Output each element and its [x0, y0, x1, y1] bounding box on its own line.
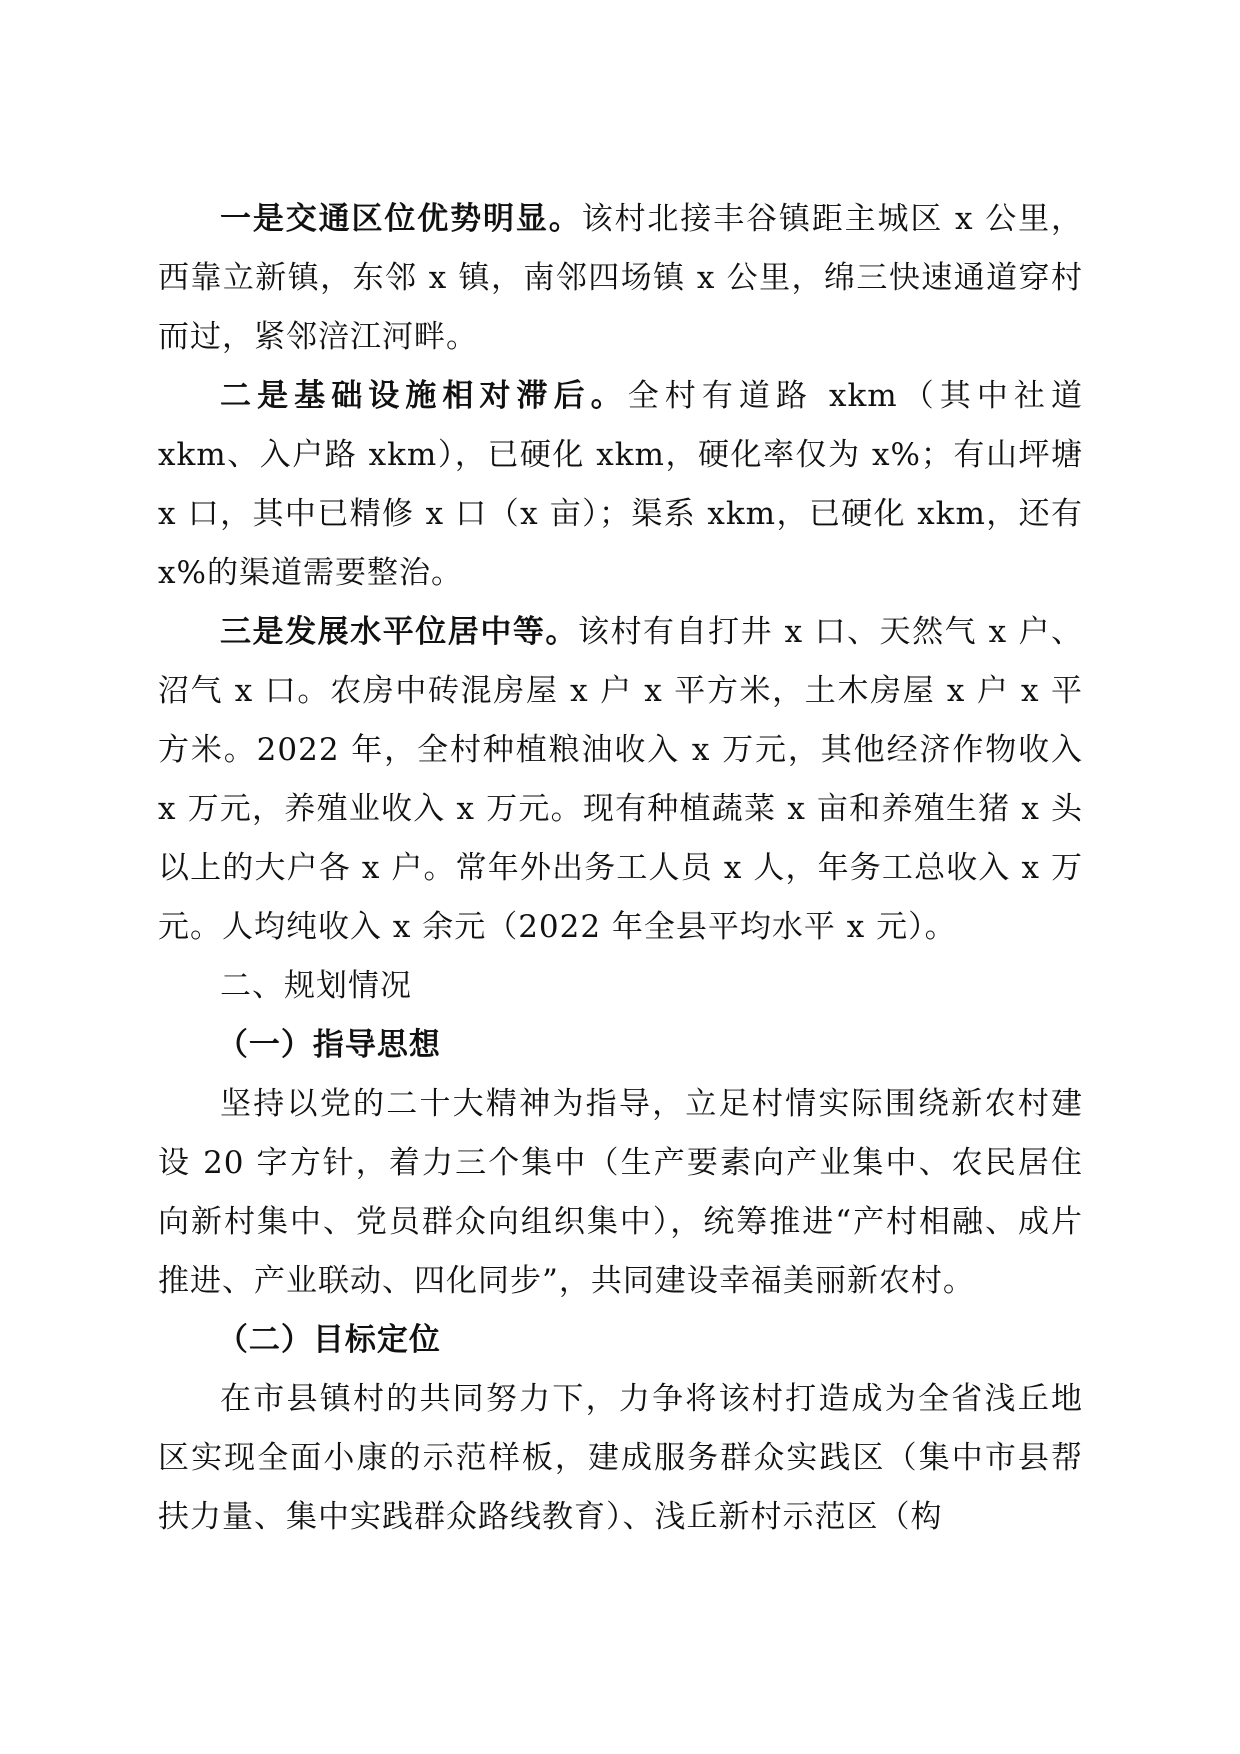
subheading-target-positioning: （二）目标定位: [216, 1322, 441, 1358]
paragraph-body: 该村北接丰谷镇距主城区 x 公里，西靠立新镇，东邻 x 镇，南邻四场镇 x 公里，绵三快速通道穿村而过，紧邻涪江河畔。: [158, 201, 1083, 355]
paragraph-lead: 一是交通区位优势明显。: [220, 201, 582, 237]
paragraph-guiding-thought: 坚持以党的二十大精神为指导，立足村情实际围绕新农村建设 20 字方针，着力三个集中（生产要素向产业集中、农民居住向新村集中、党员群众向组织集中），统筹推进“产村相融、成片推进、产业联动、四化同步”，共同建设幸福美丽新农村。: [158, 1086, 1083, 1299]
subheading-guiding-thought: （一）指导思想: [216, 1027, 441, 1063]
section-heading-planning: 二、规划情况: [220, 968, 412, 1004]
paragraph-development: [158, 603, 1083, 957]
paragraph-lead: 二是基础设施相对滞后。: [220, 378, 628, 414]
paragraph-body: 全村有道路 xkm（其中社道 xkm、入户路 xkm），已硬化 xkm，硬化率仅为 x%；有山坪塘 x 口，其中已精修 x 口（x 亩）；渠系 xkm，已硬化 xkm，还有 x%的渠道需要整治。: [158, 378, 1083, 591]
paragraph-transport: [158, 190, 1083, 367]
document-page: [158, 190, 1083, 1547]
paragraph-infrastructure: [158, 367, 1083, 603]
paragraph-target-positioning: 在市县镇村的共同努力下，力争将该村打造成为全省浅丘地区实现全面小康的示范样板，建成服务群众实践区（集中市县帮扶力量、集中实践群众路线教育）、浅丘新村示范区（构: [158, 1381, 1083, 1535]
paragraph-body: 该村有自打井 x 口、天然气 x 户、沼气 x 口。农房中砖混房屋 x 户 x 平方米，土木房屋 x 户 x 平方米。2022 年，全村种植粮油收入 x 万元，其他经济作物收入 x 万元，养殖业收入 x 万元。现有种植蔬菜 x 亩和养殖生猪 x 头以上的大户各 x 户。常年外出务工人员 x 人，年务工总收入 x 万元。人均纯收入 x 余元（2022 年全县平均水平 x 元）。: [158, 614, 1083, 945]
paragraph-lead: 三是发展水平位居中等。: [220, 614, 578, 650]
